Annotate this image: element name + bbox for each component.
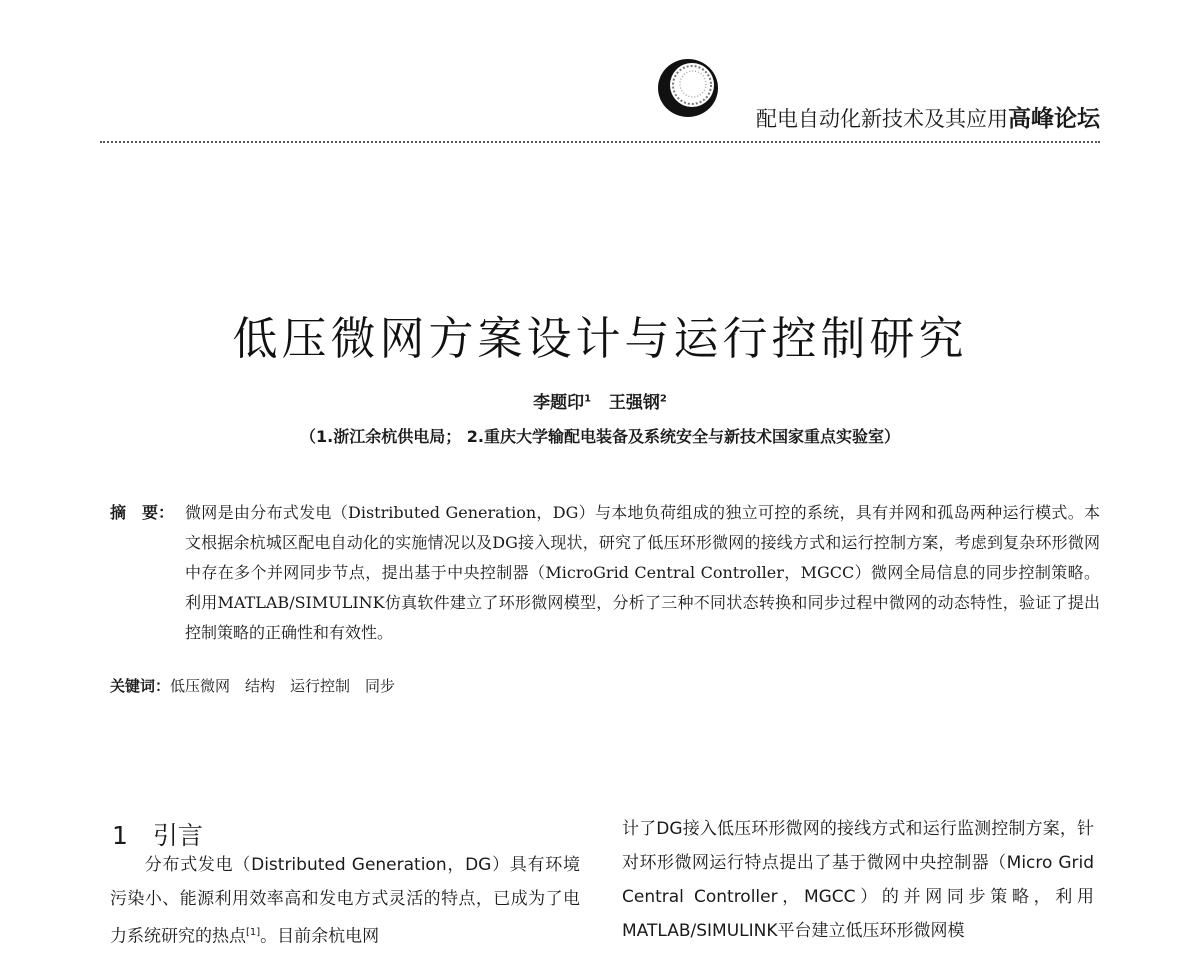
forum-logo-icon [652,52,724,122]
author-mark: 1 [584,393,592,405]
author-name: 王强钢 [608,393,660,413]
intro-paragraph: 分布式发电（Distributed Generation，DG）具有环境污染小、能源利用效率高和发电方式灵活的特点，已成为了电力系统研究的热点 [110,855,580,947]
author-name: 李题印 [533,393,585,413]
abstract-label: 摘 要： [110,503,175,522]
section-title: 1 引言 [112,821,203,850]
keywords-label: 关键词： [110,677,171,695]
header-divider [100,141,1100,143]
series-title [756,100,1100,133]
author-mark: 2 [659,393,667,405]
author-line [0,388,1200,413]
series-name: 配电自动化新技术及其应用 [756,107,1008,131]
affiliations: （1.浙江余杭供电局； 2.重庆大学输配电装备及系统安全与新技术国家重点实验室） [300,427,900,446]
series-name-bold: 高峰论坛 [1008,106,1100,132]
paper-title: 低压微网方案设计与运行控制研究 [232,312,968,365]
abstract [110,498,1100,648]
intro-paragraph-continued: 。目前余杭电网 [260,926,380,947]
page-header [100,50,1100,145]
right-column-text: 计了DG接入低压环形微网的接线方式和运行监测控制方案，针对环形微网运行特点提出了基于微网中央控制器（Micro Grid Central Controller，MGCC）的并网同步策略，利用MATLAB/SIMULINK平台建立低压环形微网模 [622,819,1094,941]
left-column-text [110,848,580,954]
abstract-text: 微网是由分布式发电（Distributed Generation，DG）与本地负荷组成的独立可控的系统，具有并网和孤岛两种运行模式。本文根据余杭城区配电自动化的实施情况以及DG接入现状，研究了低压环形微网的接线方式和运行控制方案，考虑到复杂环形微网中存在多个并网同步节点，提出基于中央控制器（MicroGrid Central Controller，MGCC）微网全局信息的同步控制策略。利用MATLAB/SIMULINK仿真软件建立了环形微网模型，分析了三种不同状态转换和同步过程中微网的动态特性，验证了提出控制策略的正确性和有效性。 [185,503,1100,642]
citation: [1] [246,927,261,938]
keywords [110,675,395,696]
keywords-text: 低压微网 结构 运行控制 同步 [170,677,396,695]
